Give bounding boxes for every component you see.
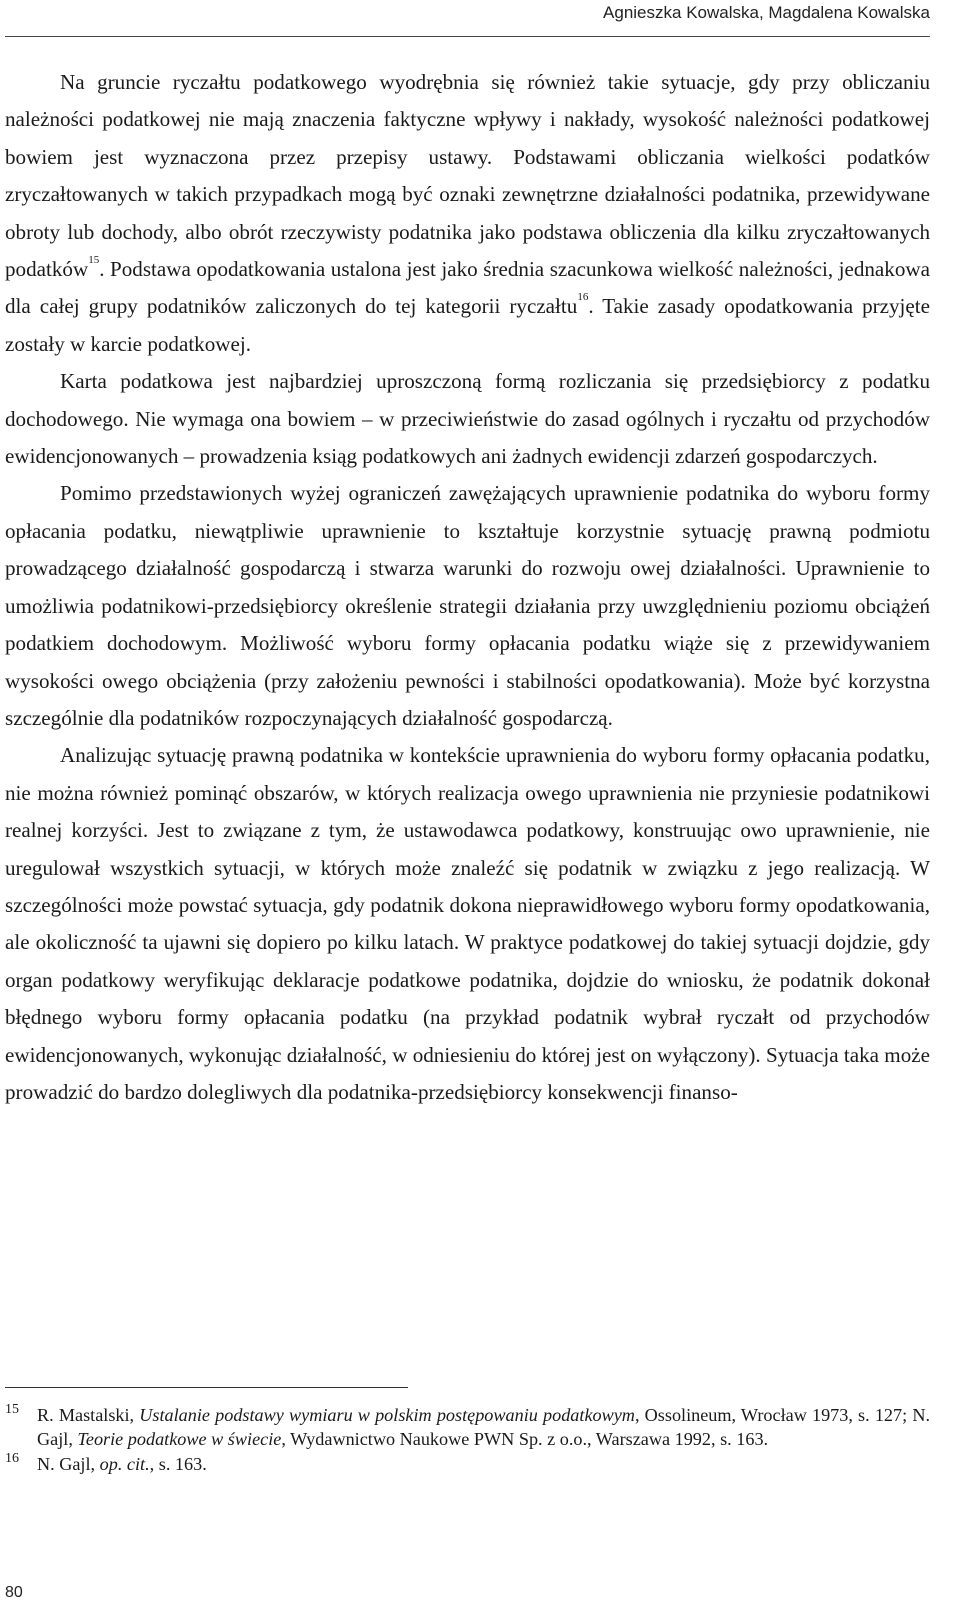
footnote-15	[5, 1403, 930, 1451]
running-header: Agnieszka Kowalska, Magdalena Kowalska	[603, 3, 930, 22]
footnote-title: Teorie podatkowe w świecie	[77, 1429, 282, 1449]
footnote-text: , s. 163.	[149, 1454, 207, 1474]
paragraph-1-text: Na gruncie ryczałtu podatkowego wyodrębnia się również takie sytuacje, gdy przy obliczaniu należności podatkowej nie mają znaczenia faktyczne wpływy i nakłady, wysokość należności podatkowej bowiem jest wyznaczona przez przepisy ustawy. Podstawami obliczania wielkości podatków zryczałtowanych w takich przypadkach mogą być oznaki zewnętrzne działalności podatnika, przewidywane obroty lub dochody, albo obrót rzeczywisty podatnika jako podstawa obliczenia dla kilku zryczałtowanych podatków	[5, 70, 930, 282]
main-text	[5, 64, 930, 1111]
footnote-number: 15	[5, 1402, 19, 1417]
footnote-ref-16[interactable]: 16	[577, 291, 589, 304]
paragraph-3: Pomimo przedstawionych wyżej ograniczeń zawężających uprawnienie podatnika do wyboru formy opłacania podatku, niewątpliwie uprawnienie to kształtuje korzystnie sytuację prawną podmiotu prowadzącego działalność gospodarczą i stwarza warunki do rozwoju owej działalności. Uprawnienie to umożliwia podatnikowi-przedsiębiorcy określenie strategii działania przy uwzględnieniu poziomu obciążeń podatkiem dochodowym. Możliwość wyboru formy opłacania podatku wiąże się z przewidywaniem wysokości owego obciążenia (przy założeniu pewności i stabilności opodatkowania). Może być korzystna szczególnie dla podatników rozpoczynających działalność gospodarczą.	[5, 481, 930, 730]
footnote-ref-15[interactable]: 15	[88, 254, 100, 267]
paragraph-4: Analizując sytuację prawną podatnika w kontekście uprawnienia do wyboru formy opłacania podatku, nie można również pominąć obszarów, w których realizacja owego uprawnienia nie przyniesie podatnikowi realnej korzyści. Jest to związane z tym, że ustawodawca podatkowy, konstruując owo uprawnienie, nie uregulował wszystkich sytuacji, w których może znaleźć się podatnik w związku z jego realizacją. W szczególności może powstać sytuacja, gdy podatnik dokona nieprawidłowego wyboru formy opodatkowania, ale okoliczność ta ujawni się dopiero po kilku latach. W praktyce podatkowej do takiej sytuacji dojdzie, gdy organ podatkowy weryfikując deklaracje podatkowe podatnika, dojdzie do wniosku, że podatnik dokonał błędnego wyboru formy opłacania podatku (na przykład podatnik wybrał ryczałt od przychodów ewidencjonowanych, wykonując działalność, w odniesieniu do której jest on wyłączony). Sytuacja taka może prowadzić do bardzo dolegliwych dla podatnika-przedsiębiorcy konsekwencji finanso-	[5, 743, 930, 1104]
paragraph-2: Karta podatkowa jest najbardziej uproszczoną formą rozliczania się przedsiębiorcy z podatku dochodowego. Nie wymaga ona bowiem – w przeciwieństwie do zasad ogólnych i ryczałtu od przychodów ewidencjonowanych – prowadzenia ksiąg podatkowych ani żadnych ewidencji zdarzeń gospodarczych.	[5, 369, 930, 469]
footnote-rule	[5, 1387, 408, 1388]
footnote-title: op. cit.	[99, 1454, 150, 1474]
footnote-text: N. Gajl,	[37, 1454, 100, 1474]
footnote-16	[5, 1452, 930, 1476]
footnote-number: 16	[5, 1451, 19, 1466]
footnote-title: Ustalanie podstawy wymiaru w polskim postępowaniu podatkowym	[139, 1405, 635, 1425]
paragraph-1-text-b: . Podstawa opodatkowania ustalona jest jako średnia szacunkowa wielkość należności, jednakowa dla całej grupy podatników zaliczonych do tej kategorii ryczałtu	[5, 257, 930, 319]
footnote-text: , Wydawnictwo Naukowe PWN Sp. z o.o., Warszawa 1992, s. 163.	[281, 1429, 769, 1449]
paragraph-1	[5, 64, 930, 363]
paragraph-1-text-c: . Takie zasady opodatkowania przyjęte zostały w karcie podatkowej.	[5, 294, 930, 356]
header-rule	[5, 36, 930, 37]
footnote-text: , Ossolineum, Wrocław 1973, s. 127; N. Gajl,	[37, 1405, 931, 1449]
footnotes	[5, 1403, 930, 1477]
page-number: 80	[5, 1584, 23, 1601]
footnote-text: R. Mastalski,	[37, 1405, 140, 1425]
